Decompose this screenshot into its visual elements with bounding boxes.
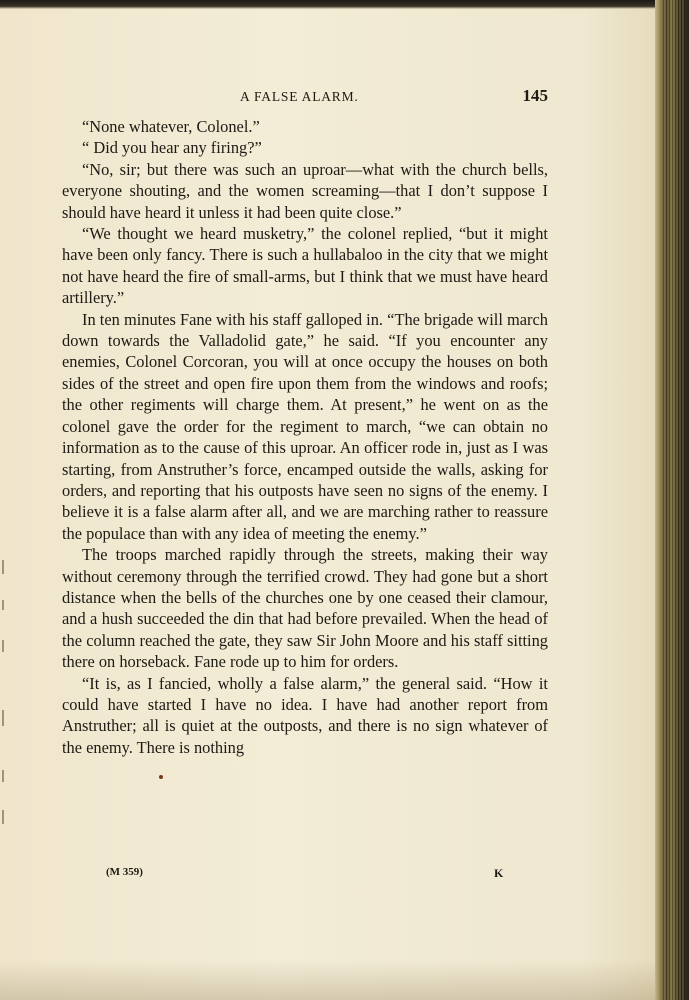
paragraph: “It is, as I fancied, wholly a false alarm,” the general said. “How it could have started I have no idea. I have had another report from Anstruther; all is quiet at the outposts, and there is no sign whatever of the enemy. There is nothing (62, 673, 548, 757)
signature-letter: K (494, 866, 504, 880)
page-footer (62, 866, 548, 884)
printer-signature: (M 359) (106, 866, 143, 878)
paragraph: “None whatever, Colonel.” (82, 117, 260, 136)
paragraph: The troops marched rapidly through the streets, making their way without ceremony through the terrified crowd. They had gone but a short distance when the bells of the churches one by one ceased their clamour, and a hush succeeded the din that had before prevailed. When the head of the column reached the gate, they saw Sir John Moore and his staff sitting there on horseback. Fane rode up to him for orders. (62, 545, 548, 672)
paragraph: “We thought we heard musketry,” the colonel replied, “but it might have been only fancy. There is such a hullabaloo in the city that we might not have heard the fire of small-arms, but I think that we must have heard artillery.” (62, 224, 548, 308)
ink-speck (159, 775, 163, 779)
binding-marks (2, 560, 10, 840)
paragraph: “No, sir; but there was such an uproar—what with the church bells, everyone shouting, and the women screaming—that I don’t suppose I should have heard it unless it had been quite close.” (62, 159, 548, 222)
page-number: 145 (522, 86, 548, 105)
top-edge (0, 0, 689, 9)
body-text (62, 116, 548, 758)
running-head: A FALSE ALARM. (240, 89, 359, 104)
bottom-shadow (0, 960, 689, 1000)
paragraph: “ Did you hear any firing?” (82, 138, 262, 158)
page-edges (663, 0, 685, 1000)
page-header (62, 86, 548, 108)
paragraph: In ten minutes Fane with his staff galloped in. “The brigade will march down towards the Valladolid gate,” he said. “If you encounter any enemies, Colonel Corcoran, you will at once occupy the houses on both sides of the street and open fire upon them from the windows and roofs; the other regiments will charge them. At present,” he went on as the colonel gave the order for the regiment to march, “we can obtain no information as to the cause of this uproar. An officer rode in, just as I was starting, from Anstruther’s force, encamped outside the walls, asking for orders, and reporting that his outposts have seen no signs of the enemy. I believe it is a false alarm after all, and we are marching rather to reassure the populace than with any idea of meeting the enemy.” (62, 309, 548, 543)
